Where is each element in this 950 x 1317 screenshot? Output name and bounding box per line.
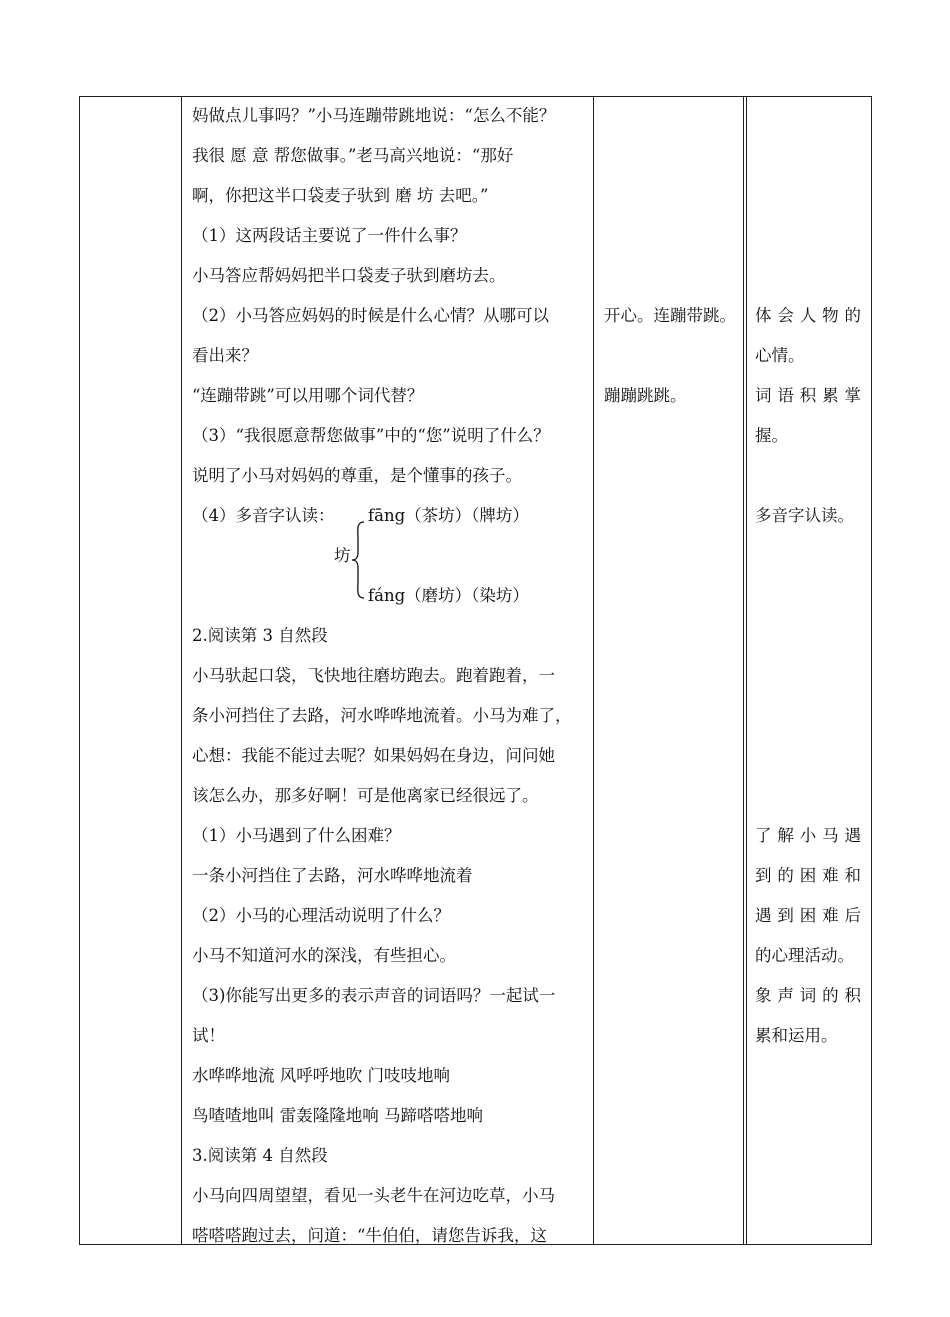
content-line: “连蹦带跳”可以用哪个词代替？ <box>192 386 424 405</box>
column-divider-3 <box>743 96 747 1245</box>
content-line: 小马答应帮妈妈把半口袋麦子驮到磨坊去。 <box>192 266 506 285</box>
intent-line: 象声词的积 <box>755 986 861 1005</box>
content-line: 条小河挡住了去路，河水哗哗地流着。小马为难了， <box>192 706 572 725</box>
polyphone-reading-1: fāng（茶坊）（牌坊） <box>368 506 529 525</box>
polyphone-reading-2: fáng（磨坊）（染坊） <box>368 586 529 605</box>
content-line: （3）“我很愿意帮您做事”中的“您”说明了什么？ <box>192 426 550 445</box>
intent-line: 到的困难和 <box>755 866 861 885</box>
content-line: 看出来？ <box>192 346 258 365</box>
section-heading: 3.阅读第 4 自然段 <box>192 1146 328 1165</box>
column-divider-1 <box>181 96 182 1245</box>
content-line: 小马不知道河水的深浅，有些担心。 <box>192 946 456 965</box>
content-line: 说明了小马对妈妈的尊重，是个懂事的孩子。 <box>192 466 522 485</box>
intent-line: 心情。 <box>755 346 805 365</box>
intent-line: 累和运用。 <box>755 1026 838 1045</box>
content-line: 水哗哗地流 风呼呼地吹 门吱吱地响 <box>192 1066 450 1085</box>
polyphone-char: 坊 <box>334 546 351 565</box>
content-line: 心想：我能不能过去呢？如果妈妈在身边，问问她 <box>192 746 555 765</box>
content-line: 小马驮起口袋，飞快地往磨坊跑去。跑着跑着，一 <box>192 666 555 685</box>
content-line: （3)你能写出更多的表示声音的词语吗？一起试一 <box>192 986 556 1005</box>
content-line: 该怎么办，那多好啊！可是他离家已经很远了。 <box>192 786 539 805</box>
content-line: 一条小河挡住了去路，河水哗哗地流着 <box>192 866 473 885</box>
content-line: （2）小马的心理活动说明了什么？ <box>192 906 450 925</box>
curly-brace-icon <box>350 520 366 600</box>
content-line: （1）小马遇到了什么困难？ <box>192 826 401 845</box>
content-line: 小马向四周望望，看见一头老牛在河边吃草，小马 <box>192 1186 555 1205</box>
answer-line: 开心。连蹦带跳。 <box>604 306 736 325</box>
content-line: （2）小马答应妈妈的时候是什么心情？从哪可以 <box>192 306 549 325</box>
content-line: 妈做点儿事吗？”小马连蹦带跳地说：“怎么不能？ <box>192 106 556 125</box>
intent-line: 多音字认读。 <box>755 506 854 525</box>
content-line: 我很 愿 意 帮您做事。”老马高兴地说：“那好 <box>192 146 514 165</box>
answer-line: 蹦蹦跳跳。 <box>604 386 687 405</box>
content-line: 嗒嗒嗒跑过去，问道：“牛伯伯，请您告诉我，这 <box>192 1226 547 1245</box>
content-line: （1）这两段话主要说了一件什么事？ <box>192 226 467 245</box>
intent-line: 握。 <box>755 426 788 445</box>
intent-line: 词语积累掌 <box>755 386 861 405</box>
intent-line: 体会人物的 <box>755 306 861 325</box>
intent-line: 了解小马遇 <box>755 826 861 845</box>
content-line: 鸟喳喳地叫 雷轰隆隆地响 马蹄嗒嗒地响 <box>192 1106 483 1125</box>
content-line: 试！ <box>192 1026 225 1045</box>
intent-line: 遇到困难后 <box>755 906 861 925</box>
content-line: 啊，你把这半口袋麦子驮到 磨 坊 去吧。” <box>192 186 489 205</box>
section-heading: 2.阅读第 3 自然段 <box>192 626 328 645</box>
content-line: （4）多音字认读： <box>192 506 335 525</box>
column-divider-2 <box>593 96 594 1245</box>
intent-line: 的心理活动。 <box>755 946 854 965</box>
